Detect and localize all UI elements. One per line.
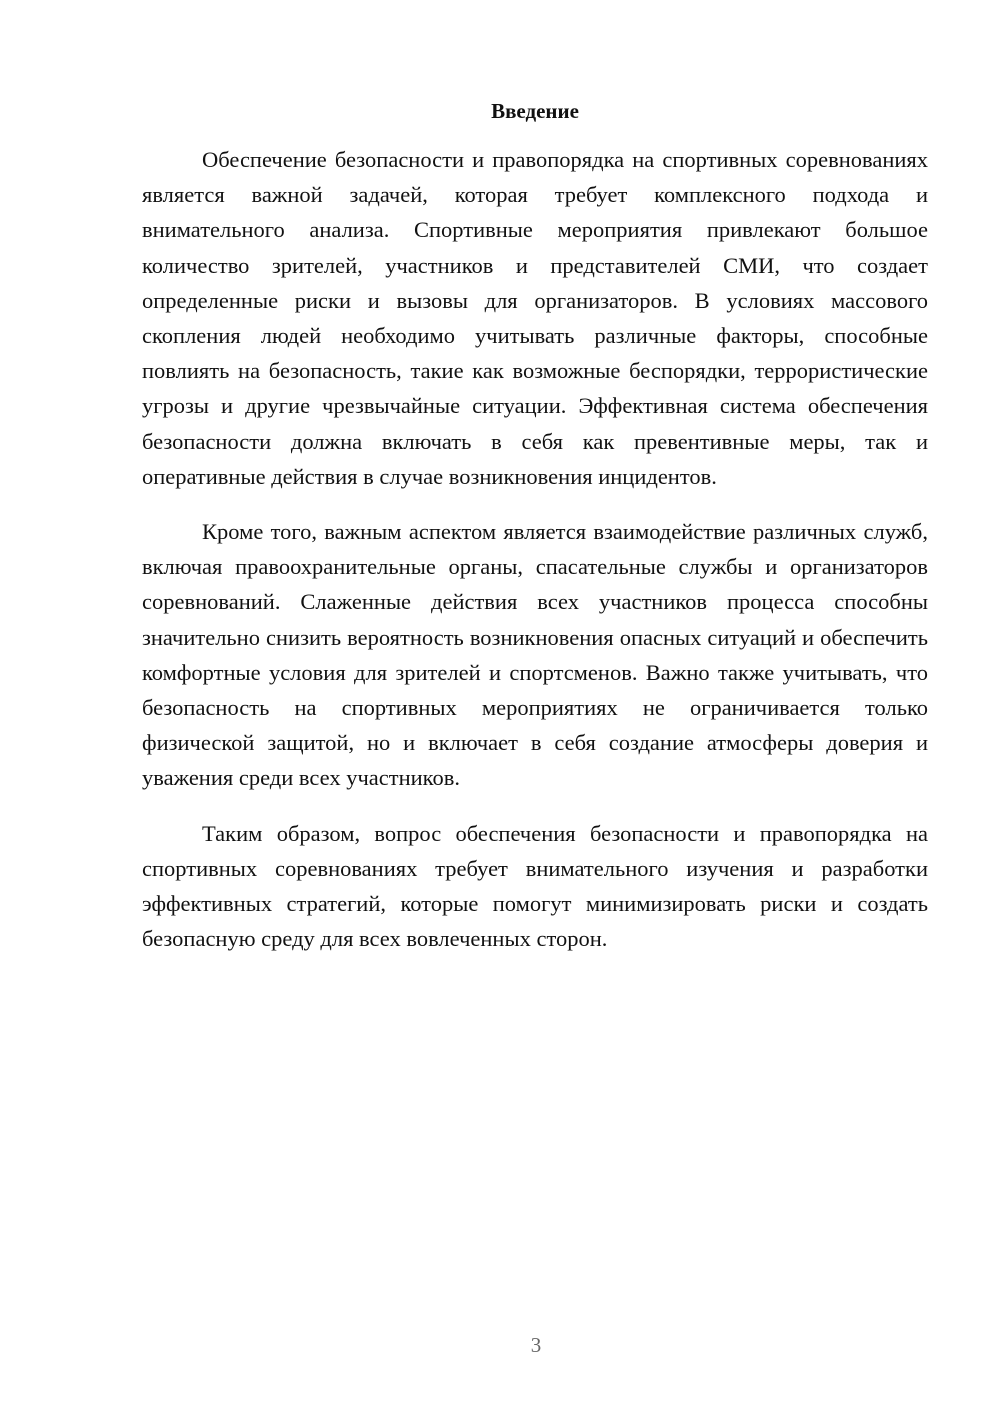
page-title: Введение bbox=[491, 99, 579, 123]
paragraph-2: Кроме того, важным аспектом является взаимодействие различных служб, включая правоохранительные органы, спасательные службы и организаторов соревнований. Слаженные действия всех участников процесса способны значительно снизить вероятность возникновения опасных ситуаций и обеспечить комфортные условия для зрителей и спортсменов. Важно также учитывать, что безопасность на спортивных мероприятиях не ограничивается только физической защитой, но и включает в себя создание атмосферы доверия и уважения среди всех участников. bbox=[142, 519, 928, 791]
body-text bbox=[142, 142, 928, 976]
page-number: 3 bbox=[530, 1333, 542, 1357]
paragraph-3: Таким образом, вопрос обеспечения безопасности и правопорядка на спортивных соревнованиях требует внимательного изучения и разработки эффективных стратегий, которые помогут минимизировать риски и создать безопасную среду для всех вовлеченных сторон. bbox=[142, 820, 928, 952]
paragraph-1: Обеспечение безопасности и правопорядка на спортивных соревнованиях является важной задачей, которая требует комплексного подхода и внимательного анализа. Спортивные мероприятия привлекают большое количество зрителей, участников и представителей СМИ, что создает определенные риски и вызовы для организаторов. В условиях массового скопления людей необходимо учитывать различные факторы, способные повлиять на безопасность, такие как возможные беспорядки, террористические угрозы и другие чрезвычайные ситуации. Эффективная система обеспечения безопасности должна включать в себя как превентивные меры, так и оперативные действия в случае возникновения инцидентов. bbox=[142, 147, 928, 489]
